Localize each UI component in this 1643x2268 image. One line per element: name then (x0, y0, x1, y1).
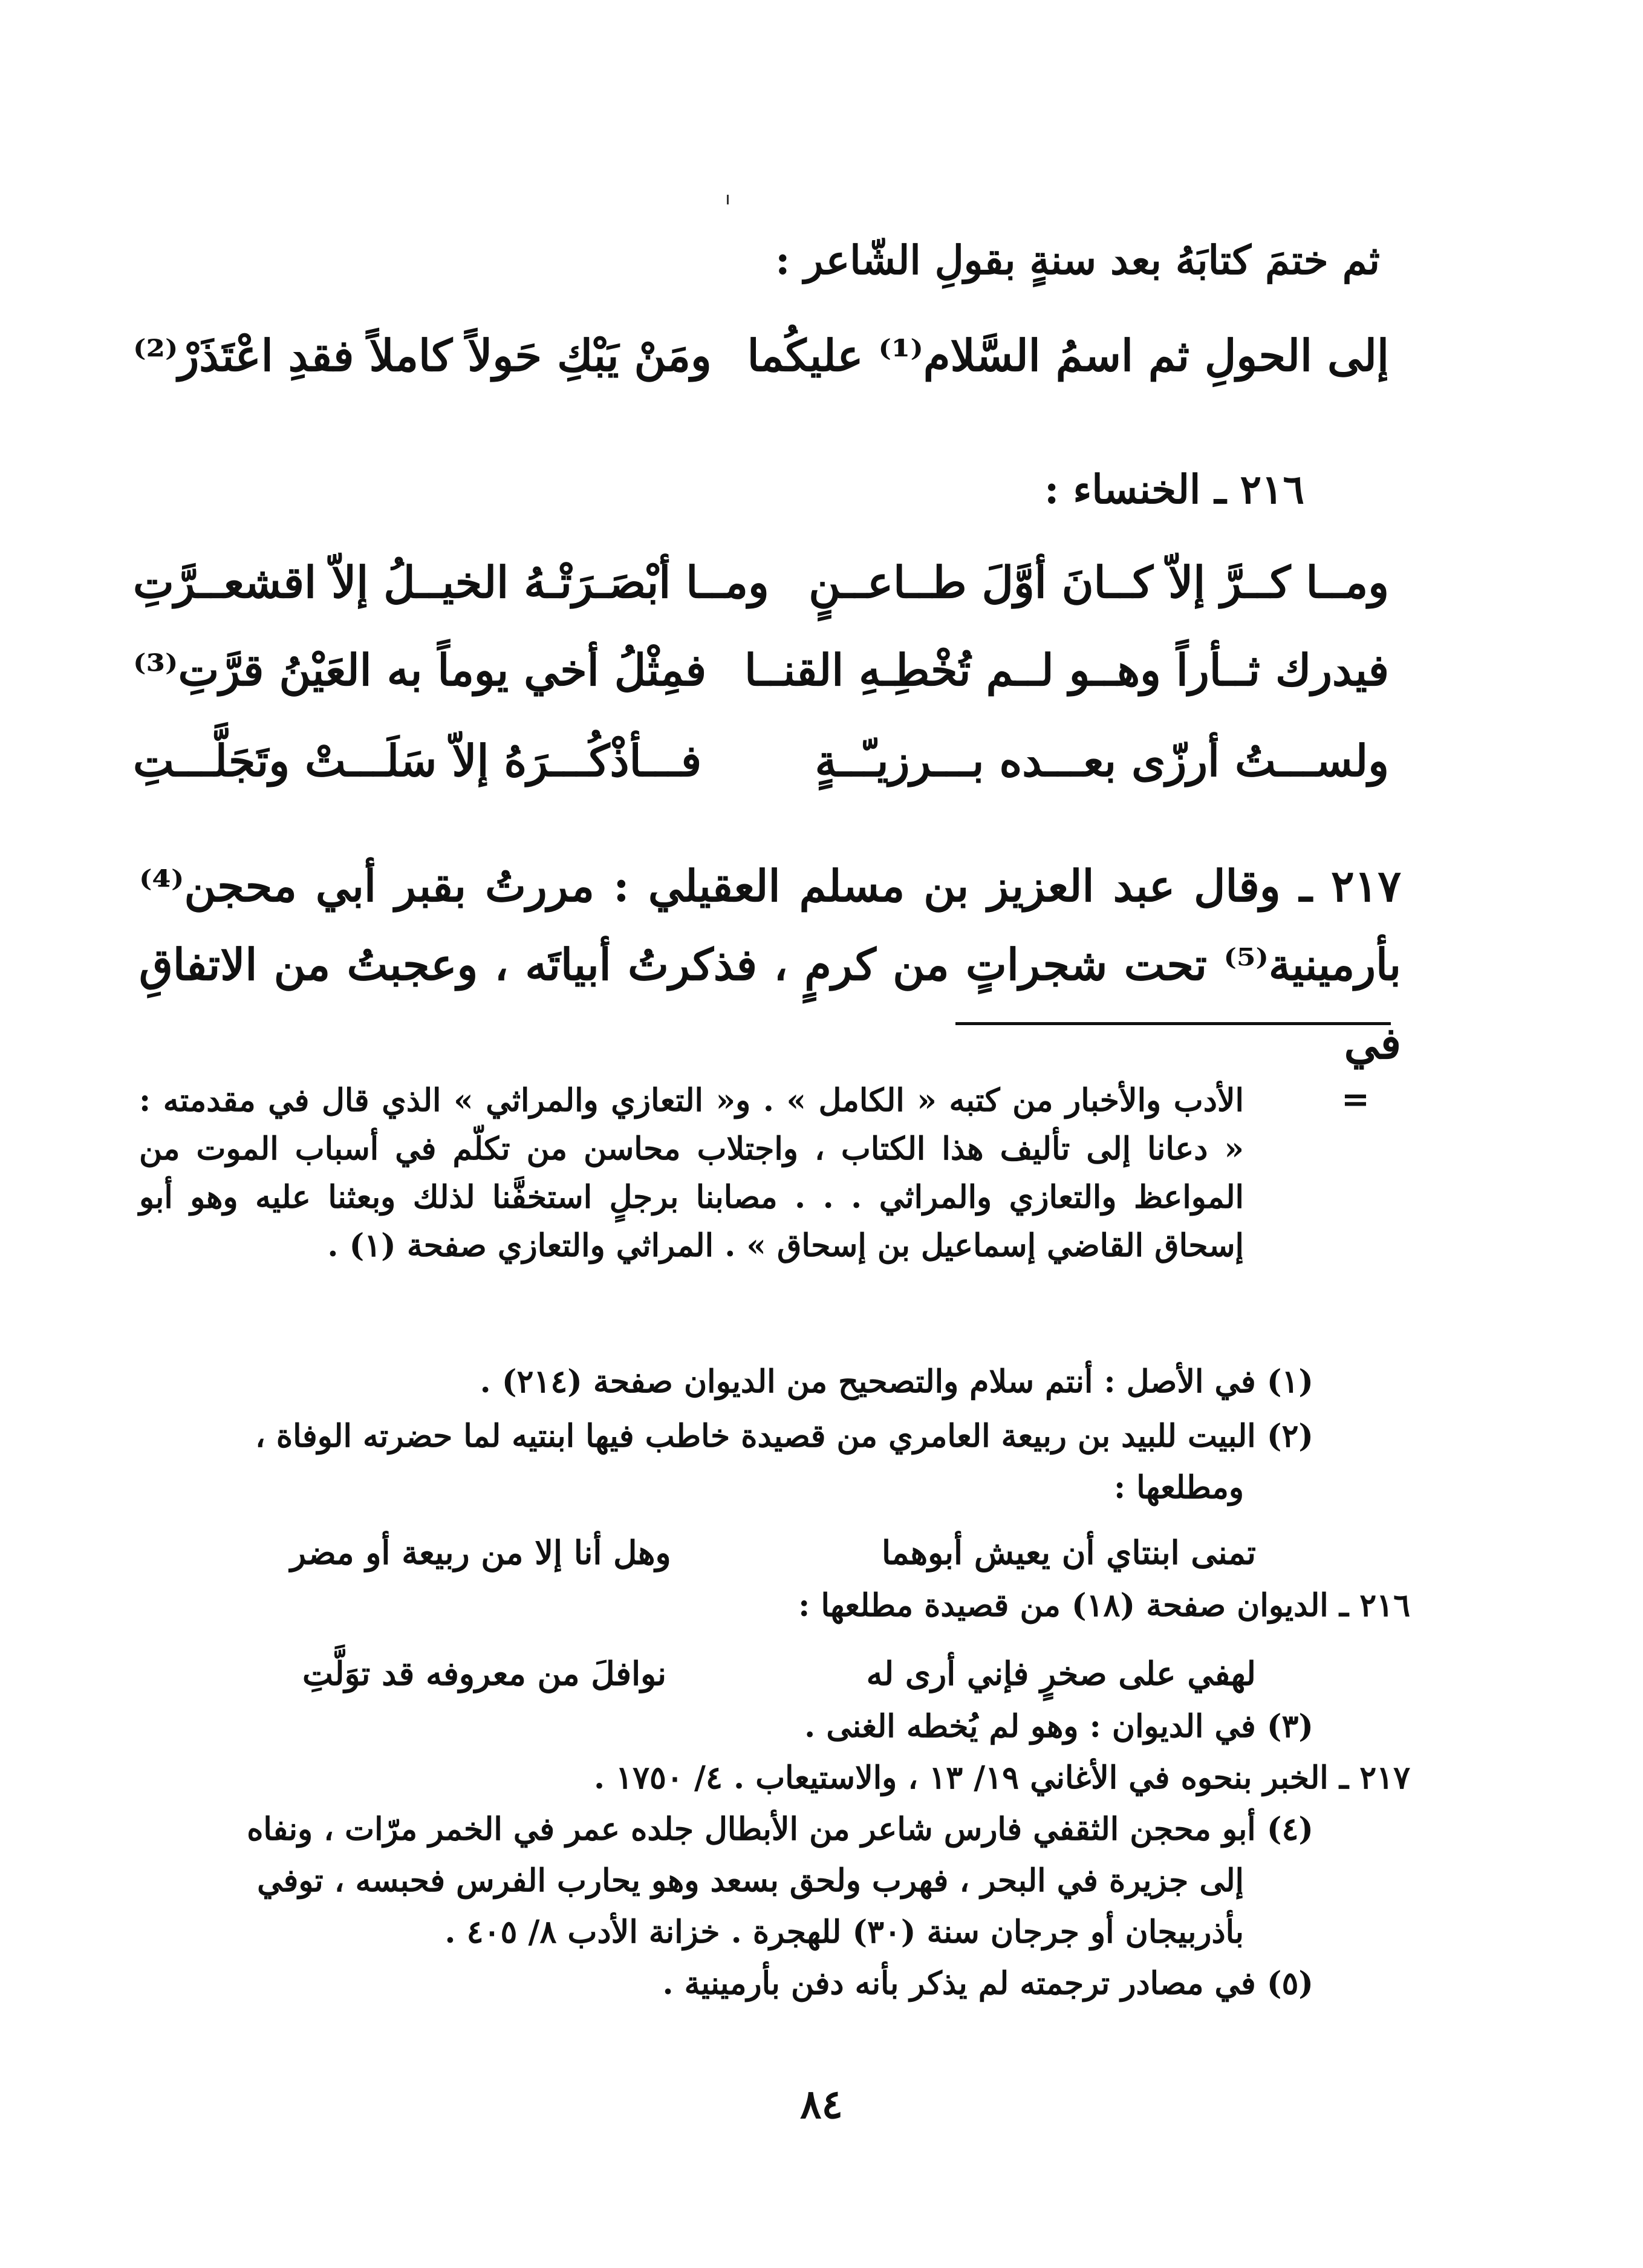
verse-line (133, 644, 1389, 717)
verse-sadr: ومــا كــرَّ إلاّ كــانَ أوَّلَ طــاعــنٍ (808, 556, 1389, 608)
footnote-couplet (290, 1533, 1256, 1582)
verse-ajuz: فمِثْلُ أخي يوماً به العَيْنُ قرَّتِ⁽³⁾ (133, 644, 707, 696)
verse-sadr: إلى الحولِ ثم اسمُ السَّلام⁽¹⁾ عليكُما (747, 330, 1389, 381)
continuation-marker: = (1341, 1080, 1370, 1119)
intro-line: ثم ختمَ كتابَهُ بعد سنةٍ بقولِ الشّاعر : (775, 236, 1380, 284)
verse-ajuz: ومــا أبْصَـرَتْـهُ الخيــلُ إلاّ اقشعــرَّتِ (133, 556, 769, 608)
section-heading-216: ٢١٦ ـ الخنساء : (1044, 466, 1304, 513)
page-number: ٨٤ (800, 2081, 843, 2128)
footnote-4-cont: إلى جزيرة في البحر ، فهرب ولحق بسعد وهو يحارب الفرس فحبسه ، توفي (257, 1862, 1244, 1899)
verse-line (133, 330, 1389, 402)
section-217-text: ٢١٧ ـ وقال عبد العزيز بن مسلم العقيلي : مررتُ بقبر أبي محجن⁽⁴⁾ بأرمينية⁽⁵⁾ تحت شجراتٍ من كرمٍ ، فذكرتُ أبياتَه ، وعجبتُ من الاتفاقِ في (139, 860, 1401, 1069)
scan-mark (727, 195, 729, 204)
verse-sadr: ولســـتُ أرزّى بعـــده بـــرزيـّــةٍ (815, 735, 1389, 786)
couplet-sadr: لهفي على صخرٍ فإني أرى له (866, 1654, 1256, 1693)
verse-line (133, 735, 1389, 807)
footnote-continuation: الأدب والأخبار من كتبه « الكامل » . و« التعازي والمراثي » الذي قال في مقدمته : « دعانا إلى تأليف هذا الكتاب ، واجتلاب محاسن من تكلّم في أسباب الموت من المواعظ والتعازي والمراثي . . . مصابنا برجلٍ استخفَّنا لذلك وبعثنا عليه وهو أبو إسحاق القاضي إسماعيل بن إسحاق » . المراثي والتعازي صفحة (١) . (139, 1082, 1244, 1264)
footnote-separator (955, 1022, 1391, 1025)
footnote-4-cont: بأذربيجان أو جرجان سنة (٣٠) للهجرة . خزانة الأدب ٨/ ٤٠٥ . (444, 1914, 1244, 1950)
verse-ajuz: فـــأذْكُـــرَهُ إلاّ سَلَـــتْ وتَجَلَّـــتِ (133, 735, 702, 786)
footnote-4: (٤) أبو محجن الثقفي فارس شاعر من الأبطال جلده عمر في الخمر مرّات ، ونفاه (247, 1811, 1313, 1848)
footnote-2: (٢) البيت للبيد بن ربيعة العامري من قصيدة خاطب فيها ابنتيه لما حضرته الوفاة ، (255, 1418, 1313, 1455)
couplet-ajuz: وهل أنا إلا من ربيعة أو مضر (290, 1533, 671, 1572)
verse-line (133, 556, 1389, 629)
footnote-couplet (302, 1654, 1256, 1703)
couplet-ajuz: نوافلَ من معروفه قد توَلَّتِ (302, 1654, 667, 1693)
verse-ajuz: ومَنْ يَبْكِ حَولاً كاملاً فقدِ اعْتَذَرْ⁽²⁾ (133, 330, 712, 381)
footnote-2-cont: ومطلعها : (1113, 1469, 1244, 1506)
footnote-5: (٥) في مصادر ترجمته لم يذكر بأنه دفن بأرمينية . (662, 1965, 1313, 2002)
reference-217: ٢١٧ ـ الخبر بنحوه في الأغاني ١٩/ ١٣ ، والاستيعاب . ٤/ ١٧٥٠ . (593, 1759, 1410, 1796)
footnote-3: (٣) في الديوان : وهو لم يُخطه الغنى . (804, 1708, 1313, 1745)
couplet-sadr: تمنى ابنتاي أن يعيش أبوهما (881, 1533, 1256, 1572)
footnote-1: (١) في الأصل : أنتم سلام والتصحيح من الديوان صفحة (٢١٤) . (480, 1363, 1313, 1400)
reference-216: ٢١٦ ـ الديوان صفحة (١٨) من قصيدة مطلعها : (798, 1587, 1410, 1624)
verse-sadr: فيدرك ثــأراً وهــو لــم تُخْطِـهِ القنــا (744, 644, 1389, 696)
